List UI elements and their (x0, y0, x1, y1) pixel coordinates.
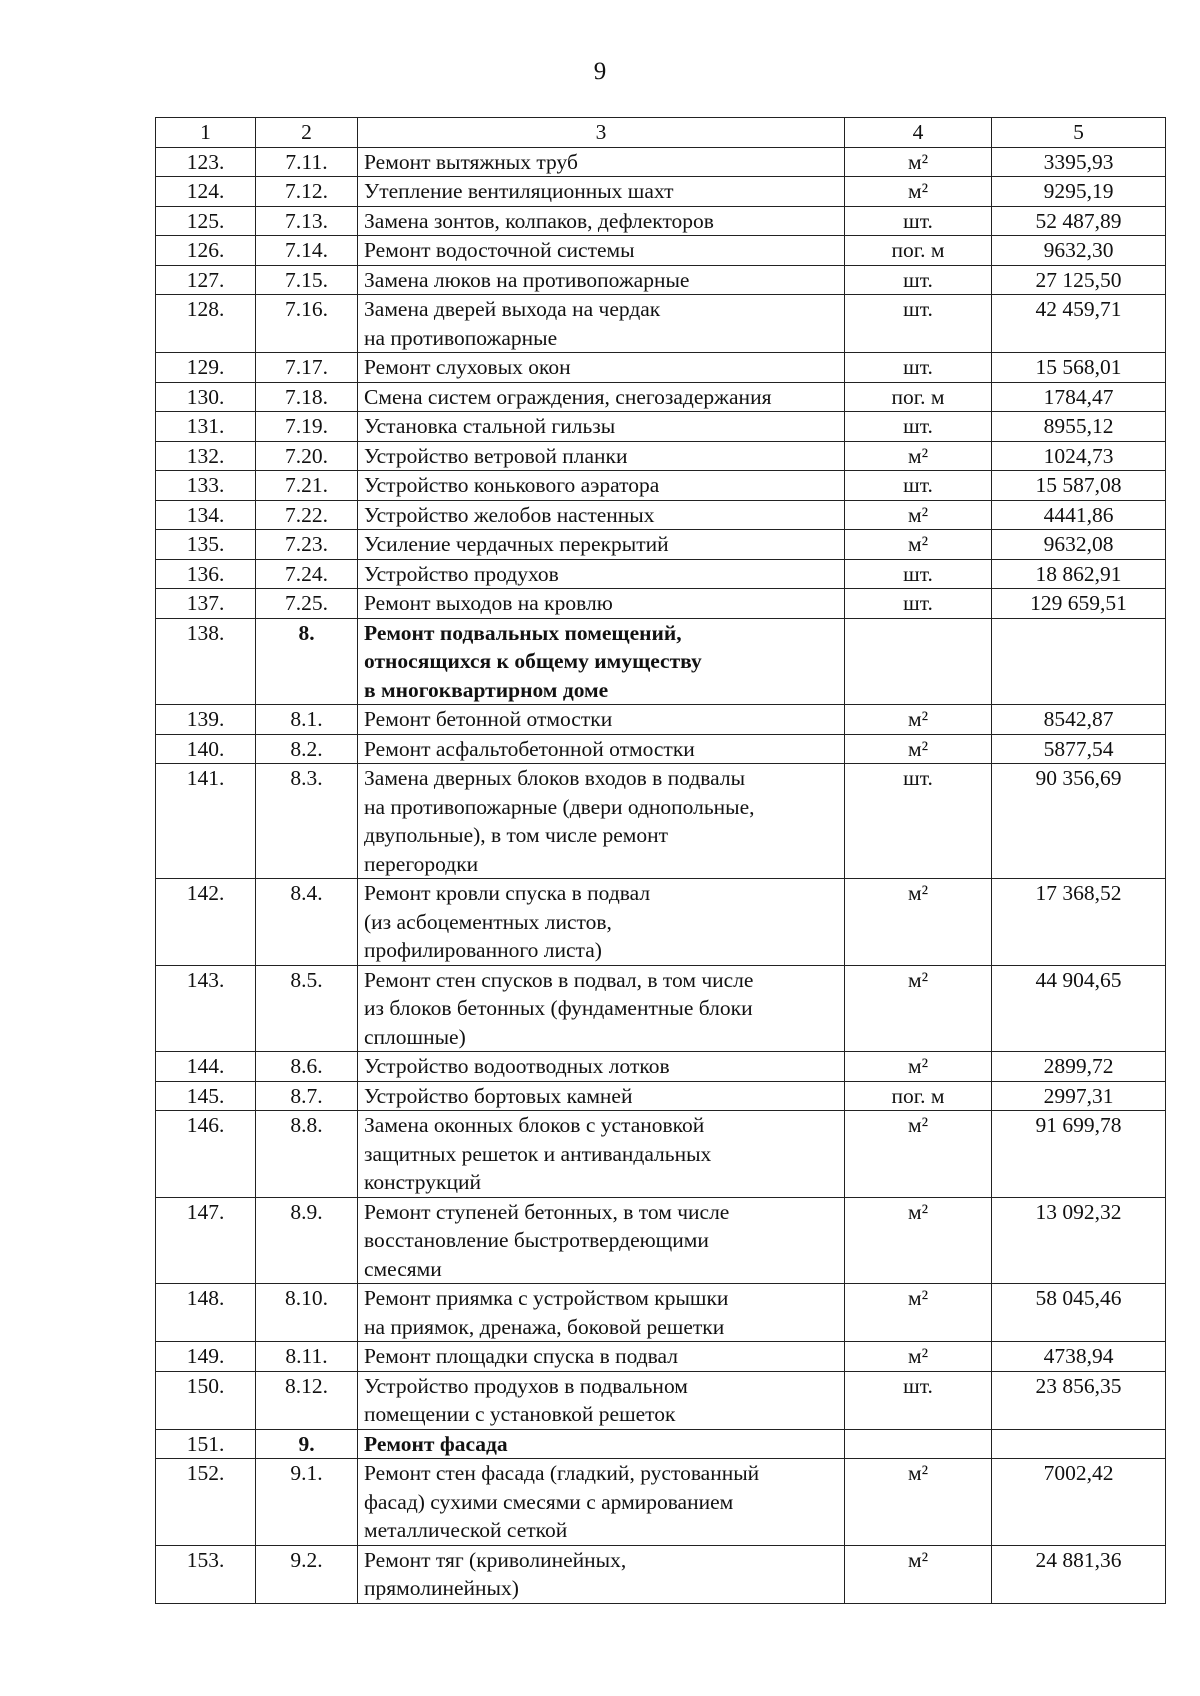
row-number-cell: 130. (156, 382, 256, 412)
work-description-cell: Ремонт фасада (358, 1429, 845, 1459)
item-code-cell: 7.23. (256, 530, 358, 560)
unit-cell: шт. (845, 1371, 992, 1429)
table-row (156, 618, 1166, 705)
item-code-cell: 7.18. (256, 382, 358, 412)
unit-cell: м² (845, 879, 992, 966)
unit-cell: шт. (845, 265, 992, 295)
item-code-cell: 9. (256, 1429, 358, 1459)
unit-cell: шт. (845, 412, 992, 442)
table-row (156, 879, 1166, 966)
unit-cell: шт. (845, 471, 992, 501)
value-cell: 91 699,78 (992, 1111, 1166, 1198)
table-row (156, 1545, 1166, 1603)
item-code-cell: 7.17. (256, 353, 358, 383)
item-code-cell: 7.20. (256, 441, 358, 471)
work-description-cell: Устройство бортовых камней (358, 1081, 845, 1111)
value-cell: 13 092,32 (992, 1197, 1166, 1284)
item-code-cell: 7.22. (256, 500, 358, 530)
item-code-cell: 7.16. (256, 295, 358, 353)
work-description-cell: Смена систем ограждения, снегозадержания (358, 382, 845, 412)
work-description-cell: Устройство водоотводных лотков (358, 1052, 845, 1082)
value-cell (992, 1429, 1166, 1459)
table-row (156, 412, 1166, 442)
value-cell: 9295,19 (992, 177, 1166, 207)
table-row (156, 265, 1166, 295)
unit-cell: м² (845, 441, 992, 471)
item-code-cell: 7.19. (256, 412, 358, 442)
value-cell: 23 856,35 (992, 1371, 1166, 1429)
row-number-cell: 142. (156, 879, 256, 966)
work-description-cell: Ремонт водосточной системы (358, 236, 845, 266)
row-number-cell: 150. (156, 1371, 256, 1429)
table-row (156, 147, 1166, 177)
row-number-cell: 141. (156, 764, 256, 879)
work-description-cell: Утепление вентиляционных шахт (358, 177, 845, 207)
value-cell: 1784,47 (992, 382, 1166, 412)
table-body (156, 147, 1166, 1603)
row-number-cell: 143. (156, 965, 256, 1052)
work-description-cell: Ремонт кровли спуска в подвал (из асбоцементных листов, профилированного листа) (358, 879, 845, 966)
work-description-cell: Ремонт бетонной отмостки (358, 705, 845, 735)
table-header-row (156, 118, 1166, 148)
table-row (156, 1459, 1166, 1546)
row-number-cell: 131. (156, 412, 256, 442)
table-row (156, 589, 1166, 619)
unit-cell: шт. (845, 353, 992, 383)
unit-cell: шт. (845, 295, 992, 353)
value-cell: 18 862,91 (992, 559, 1166, 589)
work-description-cell: Ремонт стен фасада (гладкий, рустованный фасад) сухими смесями с армированием металлической сеткой (358, 1459, 845, 1546)
row-number-cell: 135. (156, 530, 256, 560)
row-number-cell: 139. (156, 705, 256, 735)
value-cell: 3395,93 (992, 147, 1166, 177)
unit-cell: м² (845, 965, 992, 1052)
item-code-cell: 8.5. (256, 965, 358, 1052)
work-description-cell: Замена оконных блоков с установкой защитных решеток и антивандальных конструкций (358, 1111, 845, 1198)
table-row (156, 734, 1166, 764)
table-row (156, 764, 1166, 879)
work-description-cell: Ремонт выходов на кровлю (358, 589, 845, 619)
page-number: 9 (593, 58, 607, 85)
unit-cell: м² (845, 1459, 992, 1546)
row-number-cell: 126. (156, 236, 256, 266)
table-row (156, 500, 1166, 530)
unit-cell (845, 618, 992, 705)
work-description-cell: Усиление чердачных перекрытий (358, 530, 845, 560)
row-number-cell: 140. (156, 734, 256, 764)
item-code-cell: 8.7. (256, 1081, 358, 1111)
work-description-cell: Ремонт ступеней бетонных, в том числе восстановление быстротвердеющими смесями (358, 1197, 845, 1284)
table-row (156, 530, 1166, 560)
value-cell: 44 904,65 (992, 965, 1166, 1052)
table-row (156, 1111, 1166, 1198)
value-cell: 2997,31 (992, 1081, 1166, 1111)
value-cell: 129 659,51 (992, 589, 1166, 619)
item-code-cell: 9.2. (256, 1545, 358, 1603)
row-number-cell: 129. (156, 353, 256, 383)
value-cell: 90 356,69 (992, 764, 1166, 879)
item-code-cell: 8.1. (256, 705, 358, 735)
table-row (156, 353, 1166, 383)
item-code-cell: 8. (256, 618, 358, 705)
work-description-cell: Ремонт стен спусков в подвал, в том числе из блоков бетонных (фундаментные блоки сплошные) (358, 965, 845, 1052)
unit-cell: пог. м (845, 382, 992, 412)
value-cell: 5877,54 (992, 734, 1166, 764)
row-number-cell: 134. (156, 500, 256, 530)
value-cell: 4441,86 (992, 500, 1166, 530)
unit-cell: м² (845, 1197, 992, 1284)
item-code-cell: 8.9. (256, 1197, 358, 1284)
table-row (156, 471, 1166, 501)
value-cell (992, 618, 1166, 705)
table-row (156, 705, 1166, 735)
table-row (156, 441, 1166, 471)
unit-cell: м² (845, 1052, 992, 1082)
value-cell: 17 368,52 (992, 879, 1166, 966)
column-header: 5 (992, 118, 1166, 148)
table-row (156, 1284, 1166, 1342)
unit-cell: пог. м (845, 236, 992, 266)
item-code-cell: 7.24. (256, 559, 358, 589)
item-code-cell: 7.12. (256, 177, 358, 207)
unit-cell: м² (845, 1342, 992, 1372)
unit-cell: м² (845, 530, 992, 560)
unit-cell (845, 1429, 992, 1459)
table-row (156, 1081, 1166, 1111)
row-number-cell: 149. (156, 1342, 256, 1372)
item-code-cell: 8.2. (256, 734, 358, 764)
row-number-cell: 132. (156, 441, 256, 471)
item-code-cell: 7.14. (256, 236, 358, 266)
value-cell: 42 459,71 (992, 295, 1166, 353)
row-number-cell: 137. (156, 589, 256, 619)
table-row (156, 382, 1166, 412)
value-cell: 8542,87 (992, 705, 1166, 735)
table-row (156, 295, 1166, 353)
value-cell: 8955,12 (992, 412, 1166, 442)
item-code-cell: 8.11. (256, 1342, 358, 1372)
row-number-cell: 138. (156, 618, 256, 705)
value-cell: 9632,08 (992, 530, 1166, 560)
work-description-cell: Устройство продухов в подвальном помещении с установкой решеток (358, 1371, 845, 1429)
row-number-cell: 136. (156, 559, 256, 589)
table-row (156, 236, 1166, 266)
unit-cell: м² (845, 1284, 992, 1342)
row-number-cell: 124. (156, 177, 256, 207)
value-cell: 2899,72 (992, 1052, 1166, 1082)
work-description-cell: Замена люков на противопожарные (358, 265, 845, 295)
unit-cell: шт. (845, 206, 992, 236)
unit-cell: м² (845, 147, 992, 177)
unit-cell: шт. (845, 764, 992, 879)
row-number-cell: 144. (156, 1052, 256, 1082)
table-row (156, 1052, 1166, 1082)
work-description-cell: Ремонт слуховых окон (358, 353, 845, 383)
unit-cell: шт. (845, 559, 992, 589)
item-code-cell: 7.13. (256, 206, 358, 236)
item-code-cell: 9.1. (256, 1459, 358, 1546)
work-description-cell: Ремонт асфальтобетонной отмостки (358, 734, 845, 764)
work-description-cell: Замена дверных блоков входов в подвалы на противопожарные (двери однопольные, двупольные), в том числе ремонт перегородки (358, 764, 845, 879)
value-cell: 1024,73 (992, 441, 1166, 471)
row-number-cell: 125. (156, 206, 256, 236)
value-cell: 15 587,08 (992, 471, 1166, 501)
work-description-cell: Устройство ветровой планки (358, 441, 845, 471)
item-code-cell: 7.15. (256, 265, 358, 295)
row-number-cell: 148. (156, 1284, 256, 1342)
table-row (156, 559, 1166, 589)
value-cell: 58 045,46 (992, 1284, 1166, 1342)
work-description-cell: Ремонт подвальных помещений, относящихся к общему имуществу в многоквартирном доме (358, 618, 845, 705)
table-row (156, 206, 1166, 236)
item-code-cell: 8.8. (256, 1111, 358, 1198)
item-code-cell: 8.10. (256, 1284, 358, 1342)
row-number-cell: 123. (156, 147, 256, 177)
column-header: 2 (256, 118, 358, 148)
value-cell: 7002,42 (992, 1459, 1166, 1546)
work-description-cell: Ремонт тяг (криволинейных, прямолинейных) (358, 1545, 845, 1603)
value-cell: 15 568,01 (992, 353, 1166, 383)
work-description-cell: Устройство конькового аэратора (358, 471, 845, 501)
table-row (156, 177, 1166, 207)
unit-cell: м² (845, 734, 992, 764)
unit-cell: м² (845, 500, 992, 530)
item-code-cell: 8.6. (256, 1052, 358, 1082)
value-cell: 52 487,89 (992, 206, 1166, 236)
unit-cell: м² (845, 705, 992, 735)
column-header: 4 (845, 118, 992, 148)
value-cell: 24 881,36 (992, 1545, 1166, 1603)
item-code-cell: 7.11. (256, 147, 358, 177)
row-number-cell: 133. (156, 471, 256, 501)
work-description-cell: Ремонт вытяжных труб (358, 147, 845, 177)
column-header: 3 (358, 118, 845, 148)
row-number-cell: 147. (156, 1197, 256, 1284)
table-row (156, 965, 1166, 1052)
row-number-cell: 146. (156, 1111, 256, 1198)
unit-cell: м² (845, 1545, 992, 1603)
work-description-cell: Устройство желобов настенных (358, 500, 845, 530)
value-cell: 4738,94 (992, 1342, 1166, 1372)
table-row (156, 1342, 1166, 1372)
table-row (156, 1197, 1166, 1284)
column-header: 1 (156, 118, 256, 148)
work-description-cell: Ремонт приямка с устройством крышки на приямок, дренажа, боковой решетки (358, 1284, 845, 1342)
work-description-cell: Устройство продухов (358, 559, 845, 589)
row-number-cell: 153. (156, 1545, 256, 1603)
work-description-cell: Замена дверей выхода на чердак на противопожарные (358, 295, 845, 353)
unit-cell: пог. м (845, 1081, 992, 1111)
work-description-cell: Замена зонтов, колпаков, дефлекторов (358, 206, 845, 236)
work-description-cell: Ремонт площадки спуска в подвал (358, 1342, 845, 1372)
item-code-cell: 7.21. (256, 471, 358, 501)
unit-cell: шт. (845, 589, 992, 619)
item-code-cell: 7.25. (256, 589, 358, 619)
item-code-cell: 8.4. (256, 879, 358, 966)
unit-cell: м² (845, 177, 992, 207)
work-description-cell: Установка стальной гильзы (358, 412, 845, 442)
works-table (155, 117, 1166, 1604)
value-cell: 27 125,50 (992, 265, 1166, 295)
row-number-cell: 151. (156, 1429, 256, 1459)
unit-cell: м² (845, 1111, 992, 1198)
row-number-cell: 127. (156, 265, 256, 295)
item-code-cell: 8.12. (256, 1371, 358, 1429)
table-row (156, 1429, 1166, 1459)
row-number-cell: 145. (156, 1081, 256, 1111)
row-number-cell: 152. (156, 1459, 256, 1546)
item-code-cell: 8.3. (256, 764, 358, 879)
table-row (156, 1371, 1166, 1429)
row-number-cell: 128. (156, 295, 256, 353)
value-cell: 9632,30 (992, 236, 1166, 266)
